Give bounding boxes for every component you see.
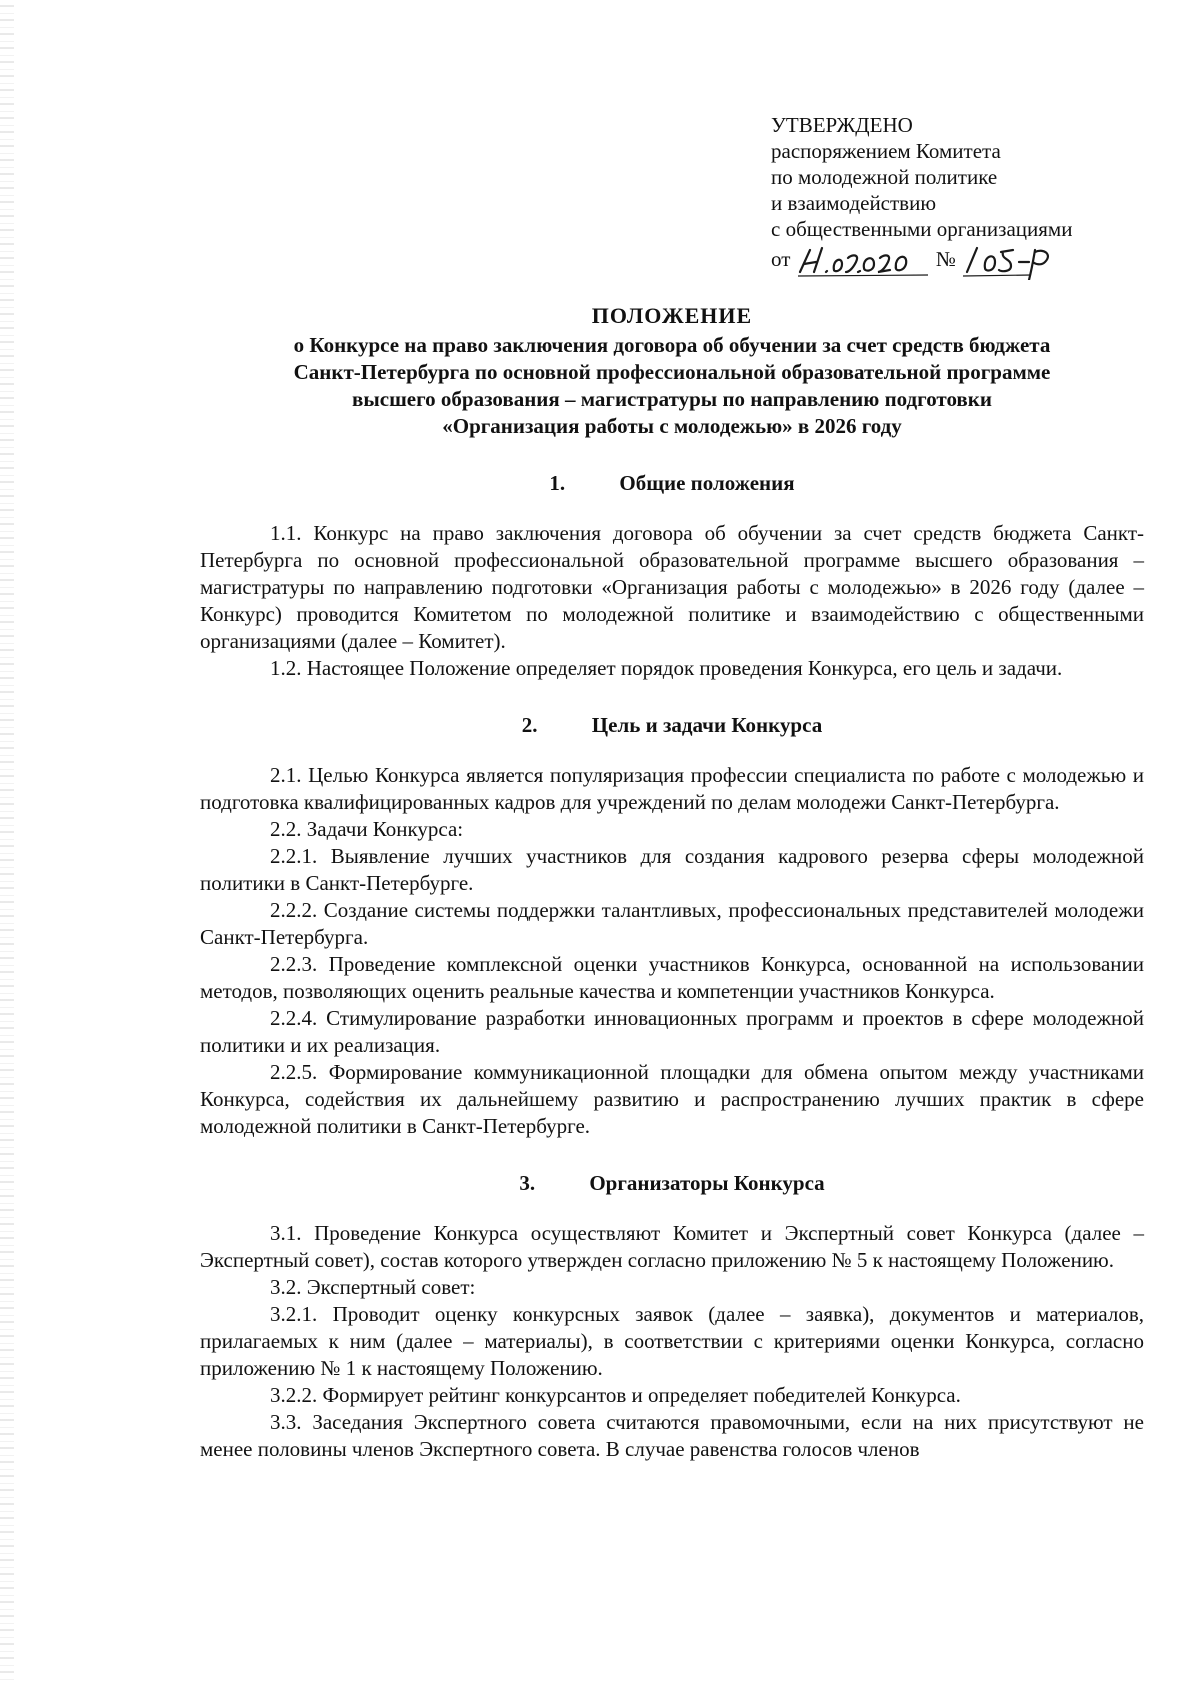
approval-date-number (771, 242, 1131, 280)
paragraph: 2.2.4. Стимулирование разработки инновационных программ и проектов в сфере молодежной политики и их реализация. (200, 1006, 1144, 1057)
paragraph: 3.3. Заседания Экспертного совета считаются правомочными, если на них присутствуют не менее половины членов Экспертного совета. В случае равенства голосов членов (200, 1410, 1144, 1461)
from-label: от (771, 246, 791, 271)
approval-block (771, 112, 1131, 280)
paragraph: 2.1. Целью Конкурса является популяризация профессии специалиста по работе с молодежью и подготовка квалифицированных кадров для учреждений по делам молодежи Санкт-Петербурга. (200, 763, 1144, 814)
paragraph: 1.1. Конкурс на право заключения договора об обучении за счет средств бюджета Санкт-Петербурга по основной профессиональной образовательной программе высшего образования – магистратуры по направлению подготовки «Организация работы с молодежью» в 2026 году (далее – Конкурс) проводится Комитетом по молодежной политике и взаимодействию с общественными организациями (далее – Комитет). (200, 521, 1144, 653)
section-number: 1. (549, 471, 566, 495)
document-subtitle (200, 332, 1144, 440)
scan-edge (0, 0, 14, 1685)
paragraph: 2.2.5. Формирование коммуникационной площадки для обмена опытом между участниками Конкурса, содействия их дальнейшему развитию и распространению лучших практик в сфере молодежной политики в Санкт-Петербурге. (200, 1060, 1144, 1138)
section-number: 3. (519, 1171, 536, 1195)
paragraph: 2.2.3. Проведение комплексной оценки участников Конкурса, основанной на использовании методов, позволяющих оценить реальные качества и компетенции участников Конкурса. (200, 952, 1144, 1003)
number-label: № (935, 246, 956, 271)
subtitle-line: «Организация работы с молодежью» в 2026 году (442, 414, 902, 438)
handwritten-date (796, 242, 931, 280)
document-body (200, 302, 1144, 1463)
section-title: Организаторы Конкурса (589, 1171, 825, 1195)
subtitle-line: Санкт-Петербурга по основной профессиональной образовательной программе (293, 360, 1051, 384)
subtitle-line: о Конкурсе на право заключения договора об обучении за счет средств бюджета (293, 333, 1051, 357)
approval-line: с общественными организациями (771, 217, 1073, 241)
section-number: 2. (521, 713, 538, 737)
paragraph: 3.2.1. Проводит оценку конкурсных заявок (далее – заявка), документов и материалов, прилагаемых к ним (далее – материалы), в соответствии с критериями оценки Конкурса, согласно приложению № 1 к настоящему Положению. (200, 1302, 1144, 1380)
paragraph: 2.2.1. Выявление лучших участников для создания кадрового резерва сферы молодежной политики в Санкт-Петербурге. (200, 844, 1144, 895)
section-heading (200, 712, 1144, 739)
paragraph: 3.2.2. Формирует рейтинг конкурсантов и определяет победителей Конкурса. (270, 1383, 961, 1407)
paragraph: 2.2. Задачи Конкурса: (270, 817, 464, 841)
paragraph: 3.2. Экспертный совет: (270, 1275, 476, 1299)
handwritten-number (961, 242, 1066, 280)
paragraph: 3.1. Проведение Конкурса осуществляют Комитет и Экспертный совет Конкурса (далее – Экспертный совет), состав которого утвержден согласно приложению № 5 к настоящему Положению. (200, 1221, 1144, 1272)
section-title: Цель и задачи Конкурса (591, 713, 823, 737)
section-heading (200, 470, 1144, 497)
document-title: ПОЛОЖЕНИЕ (591, 303, 753, 328)
approval-line: и взаимодействию (771, 191, 937, 215)
paragraph: 1.2. Настоящее Положение определяет порядок проведения Конкурса, его цель и задачи. (270, 656, 1063, 680)
subtitle-line: высшего образования – магистратуры по направлению подготовки (352, 387, 992, 411)
section-heading (200, 1170, 1144, 1197)
approval-line: УТВЕРЖДЕНО (771, 113, 913, 137)
approval-line: по молодежной политике (771, 165, 998, 189)
approval-line: распоряжением Комитета (771, 139, 1001, 163)
paragraph: 2.2.2. Создание системы поддержки талантливых, профессиональных представителей молодежи Санкт-Петербурга. (200, 898, 1144, 949)
section-title: Общие положения (619, 471, 795, 495)
